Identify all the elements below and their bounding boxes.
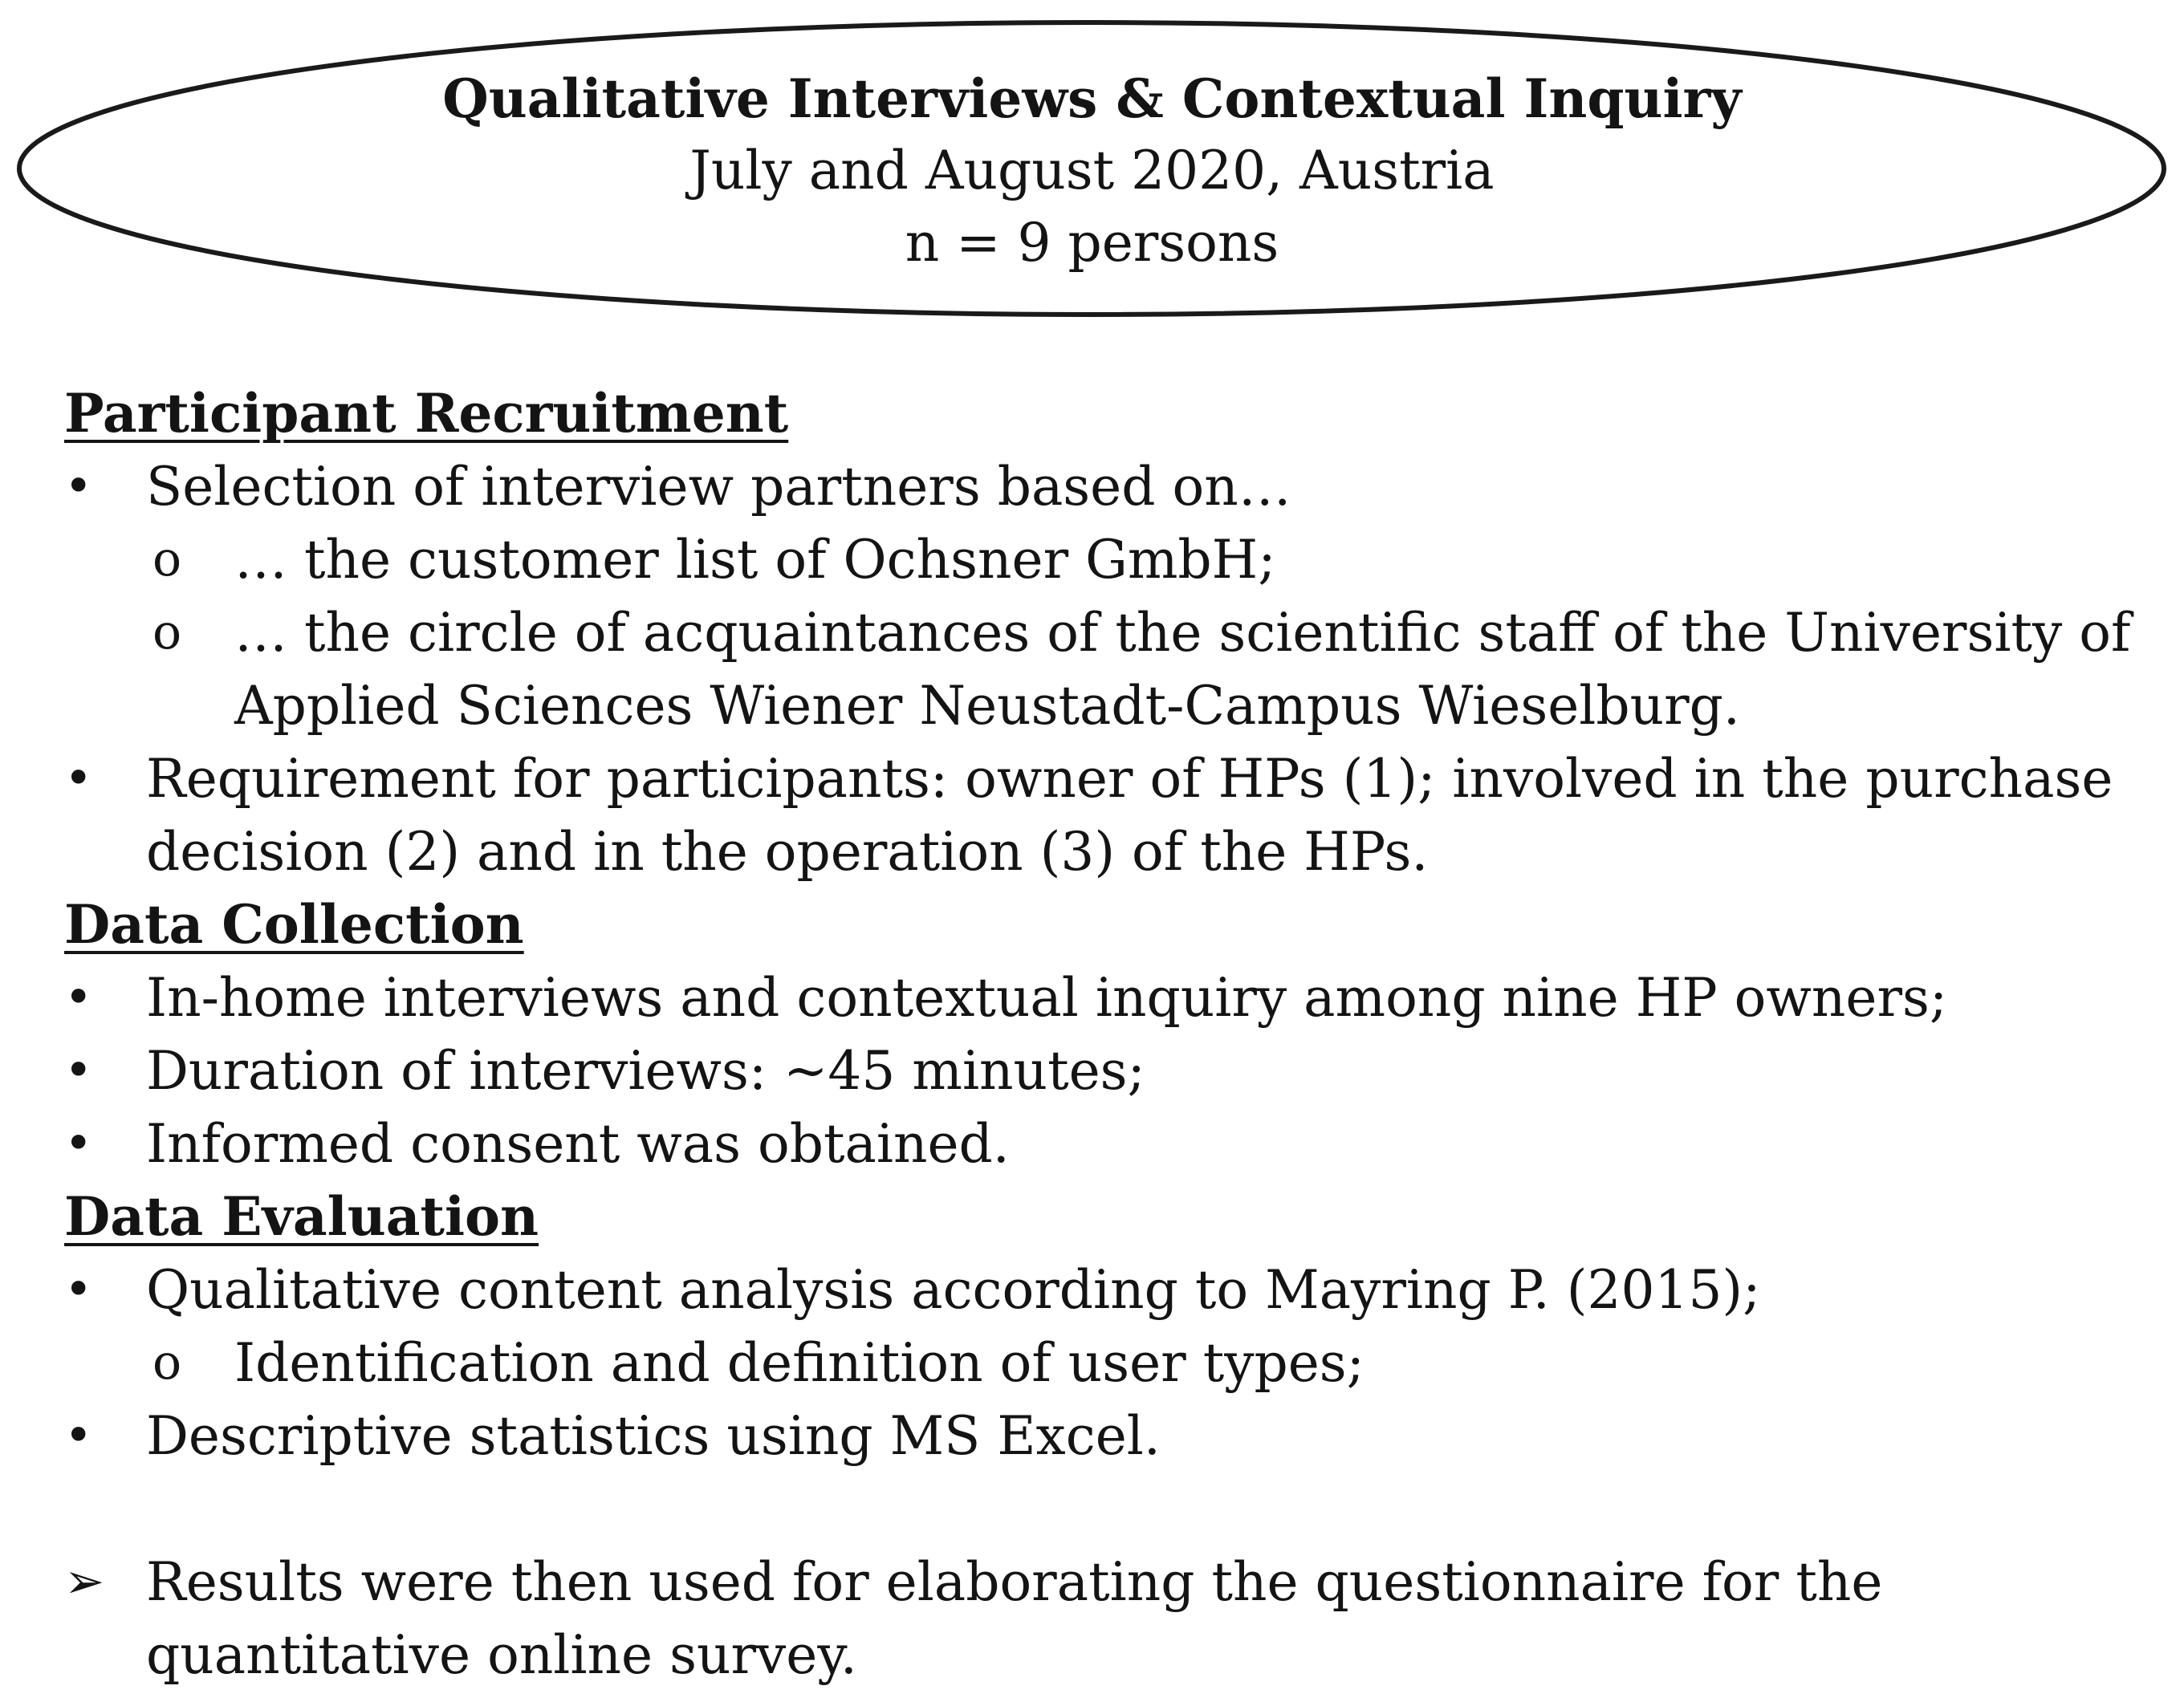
list-item bbox=[64, 961, 2151, 1034]
arrow-bullet-icon: ➢ bbox=[64, 1554, 105, 1610]
section-heading: Participant Recruitment bbox=[64, 382, 789, 445]
section-data-collection bbox=[64, 888, 2151, 1180]
content-body bbox=[64, 377, 2151, 1692]
list-item bbox=[64, 596, 2151, 742]
list-item bbox=[64, 1253, 2151, 1326]
header-title: Qualitative Interviews & Contextual Inquiry bbox=[442, 67, 1742, 130]
sub-bullet-icon: o bbox=[153, 531, 182, 587]
list-item bbox=[64, 1399, 2151, 1472]
list-item-text: Requirement for participants: owner of HPs (1); involved in the purchase decision (2) and in the operation (3) of the HPs. bbox=[146, 748, 2113, 883]
sub-bullet-icon: o bbox=[153, 1334, 182, 1391]
list-item bbox=[64, 523, 2151, 596]
list-item bbox=[64, 450, 2151, 523]
list-item-text: Qualitative content analysis according to Mayring P. (2015); bbox=[146, 1259, 1761, 1321]
bullet-icon: • bbox=[64, 969, 93, 1026]
bullet-icon: • bbox=[64, 1115, 93, 1172]
header-date-place: July and August 2020, Austria bbox=[689, 140, 1495, 201]
section-participant-recruitment bbox=[64, 377, 2151, 888]
bullet-icon: • bbox=[64, 1261, 93, 1318]
list-item-text: … the customer list of Ochsner GmbH; bbox=[234, 529, 1276, 591]
section-data-evaluation bbox=[64, 1180, 2151, 1472]
list-item bbox=[64, 1107, 2151, 1180]
sub-bullet-icon: o bbox=[153, 604, 182, 660]
list-item-text: Descriptive statistics using MS Excel. bbox=[146, 1405, 1161, 1467]
bullet-icon: • bbox=[64, 1408, 93, 1464]
conclusion-text: Results were then used for elaborating the questionnaire for the quantitative online survey. bbox=[146, 1551, 1883, 1686]
conclusion-item bbox=[64, 1546, 2151, 1692]
bullet-icon: • bbox=[64, 750, 93, 806]
list-item-text: Duration of interviews: ~45 minutes; bbox=[146, 1040, 1145, 1102]
list-item-text: Selection of interview partners based on… bbox=[146, 456, 1291, 518]
bullet-icon: • bbox=[64, 458, 93, 514]
section-heading: Data Collection bbox=[64, 893, 524, 956]
list-item bbox=[64, 1034, 2151, 1107]
header-sample-size: n = 9 persons bbox=[905, 212, 1279, 274]
list-item-text: In-home interviews and contextual inquiry among nine HP owners; bbox=[146, 967, 1948, 1029]
list-item-text: Identification and definition of user types; bbox=[234, 1332, 1364, 1394]
header-text-block bbox=[0, 63, 2184, 279]
list-item bbox=[64, 742, 2151, 888]
section-heading: Data Evaluation bbox=[64, 1185, 539, 1248]
list-item bbox=[64, 1326, 2151, 1399]
list-item-text: … the circle of acquaintances of the scientific staff of the University of Applied Sciences Wiener Neustadt-Campus Wieselburg. bbox=[234, 602, 2131, 737]
list-item-text: Informed consent was obtained. bbox=[146, 1113, 1010, 1175]
bullet-icon: • bbox=[64, 1042, 93, 1099]
